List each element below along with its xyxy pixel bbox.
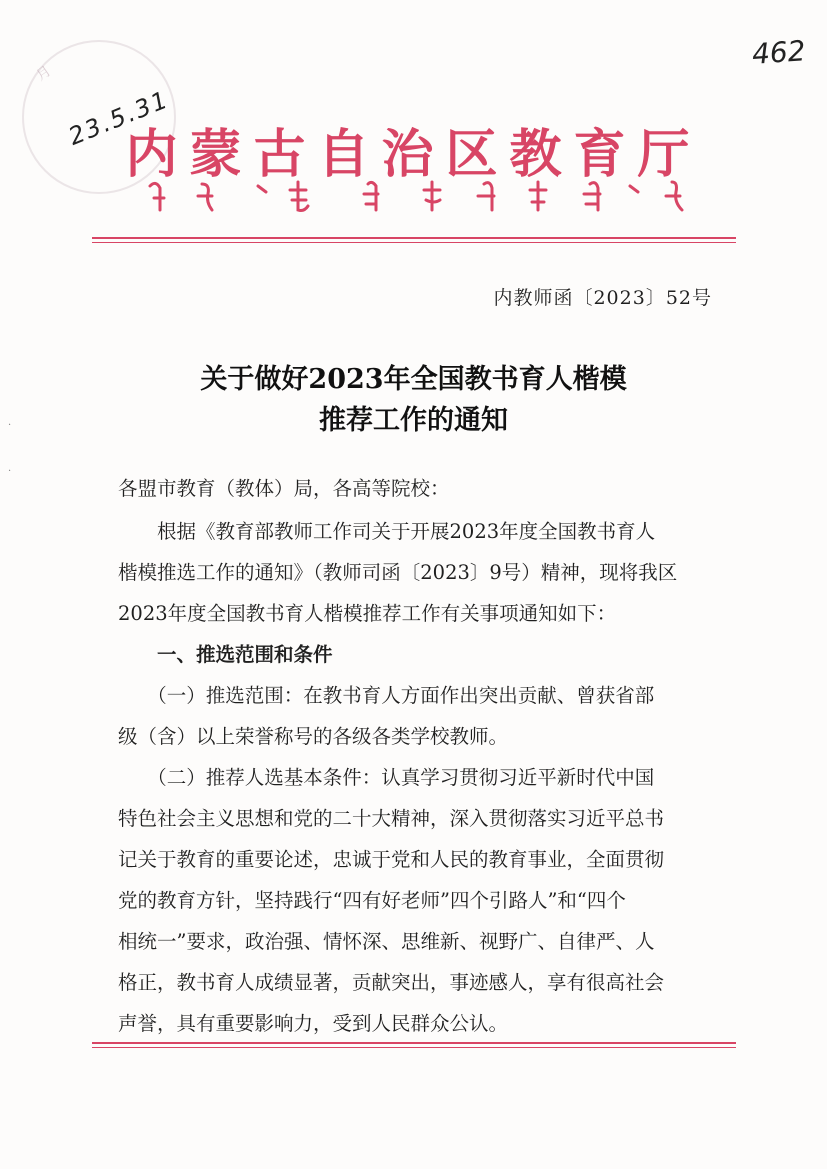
body-line: 级（含）以上荣誉称号的各级各类学校教师。 bbox=[118, 725, 509, 748]
handwritten-page-number: 462 bbox=[750, 34, 807, 71]
footer-rule-top bbox=[92, 1042, 736, 1044]
organization-title: 内蒙古自治区教育厅 bbox=[125, 124, 702, 185]
body-line: 格正，教书育人成绩显著，贡献突出，事迹感人，享有很高社会 bbox=[118, 971, 665, 994]
body-line: 楷模推选工作的通知》（教师司函〔2023〕9号）精神，现将我区 bbox=[118, 561, 678, 584]
document-title-line1: 关于做好2023年全国教书育人楷模 bbox=[200, 364, 627, 395]
header-rule-bottom bbox=[92, 242, 736, 243]
document-title-line2: 推荐工作的通知 bbox=[319, 405, 508, 436]
body-line: （二）推荐人选基本条件：认真学习贯彻习近平新时代中国 bbox=[118, 766, 655, 789]
section-heading: 一、推选范围和条件 bbox=[118, 643, 333, 666]
body-line: 党的教育方针，坚持践行“四有好老师”四个引路人”和“四个 bbox=[118, 889, 626, 912]
mongolian-script-logo bbox=[140, 176, 700, 216]
header-rule-top bbox=[92, 237, 736, 239]
stamp-text: 月 bbox=[33, 61, 57, 85]
body-line: 根据《教育部教师工作司关于开展2023年度全国教书育人 bbox=[118, 520, 656, 543]
footer-rule-bottom bbox=[92, 1047, 736, 1048]
margin-mark: · bbox=[8, 420, 12, 431]
body-line: 声誉，具有重要影响力，受到人民群众公认。 bbox=[118, 1012, 509, 1035]
body-line: 记关于教育的重要论述，忠诚于党和人民的教育事业，全面贯彻 bbox=[118, 848, 665, 871]
body-line: （一）推选范围：在教书育人方面作出突出贡献、曾获省部 bbox=[118, 684, 655, 707]
margin-mark: · bbox=[8, 466, 12, 477]
handwritten-date: 23.5.31 bbox=[64, 85, 174, 151]
body-line: 特色社会主义思想和党的二十大精神，深入贯彻落实习近平总书 bbox=[118, 807, 665, 830]
salutation: 各盟市教育（教体）局，各高等院校： bbox=[118, 477, 450, 500]
document-number: 内教师函〔2023〕52号 bbox=[493, 287, 712, 309]
body-line: 2023年度全国教书育人楷模推荐工作有关事项通知如下： bbox=[118, 602, 617, 625]
body-line: 相统一”要求，政治强、情怀深、思维新、视野广、自律严、人 bbox=[118, 930, 655, 953]
